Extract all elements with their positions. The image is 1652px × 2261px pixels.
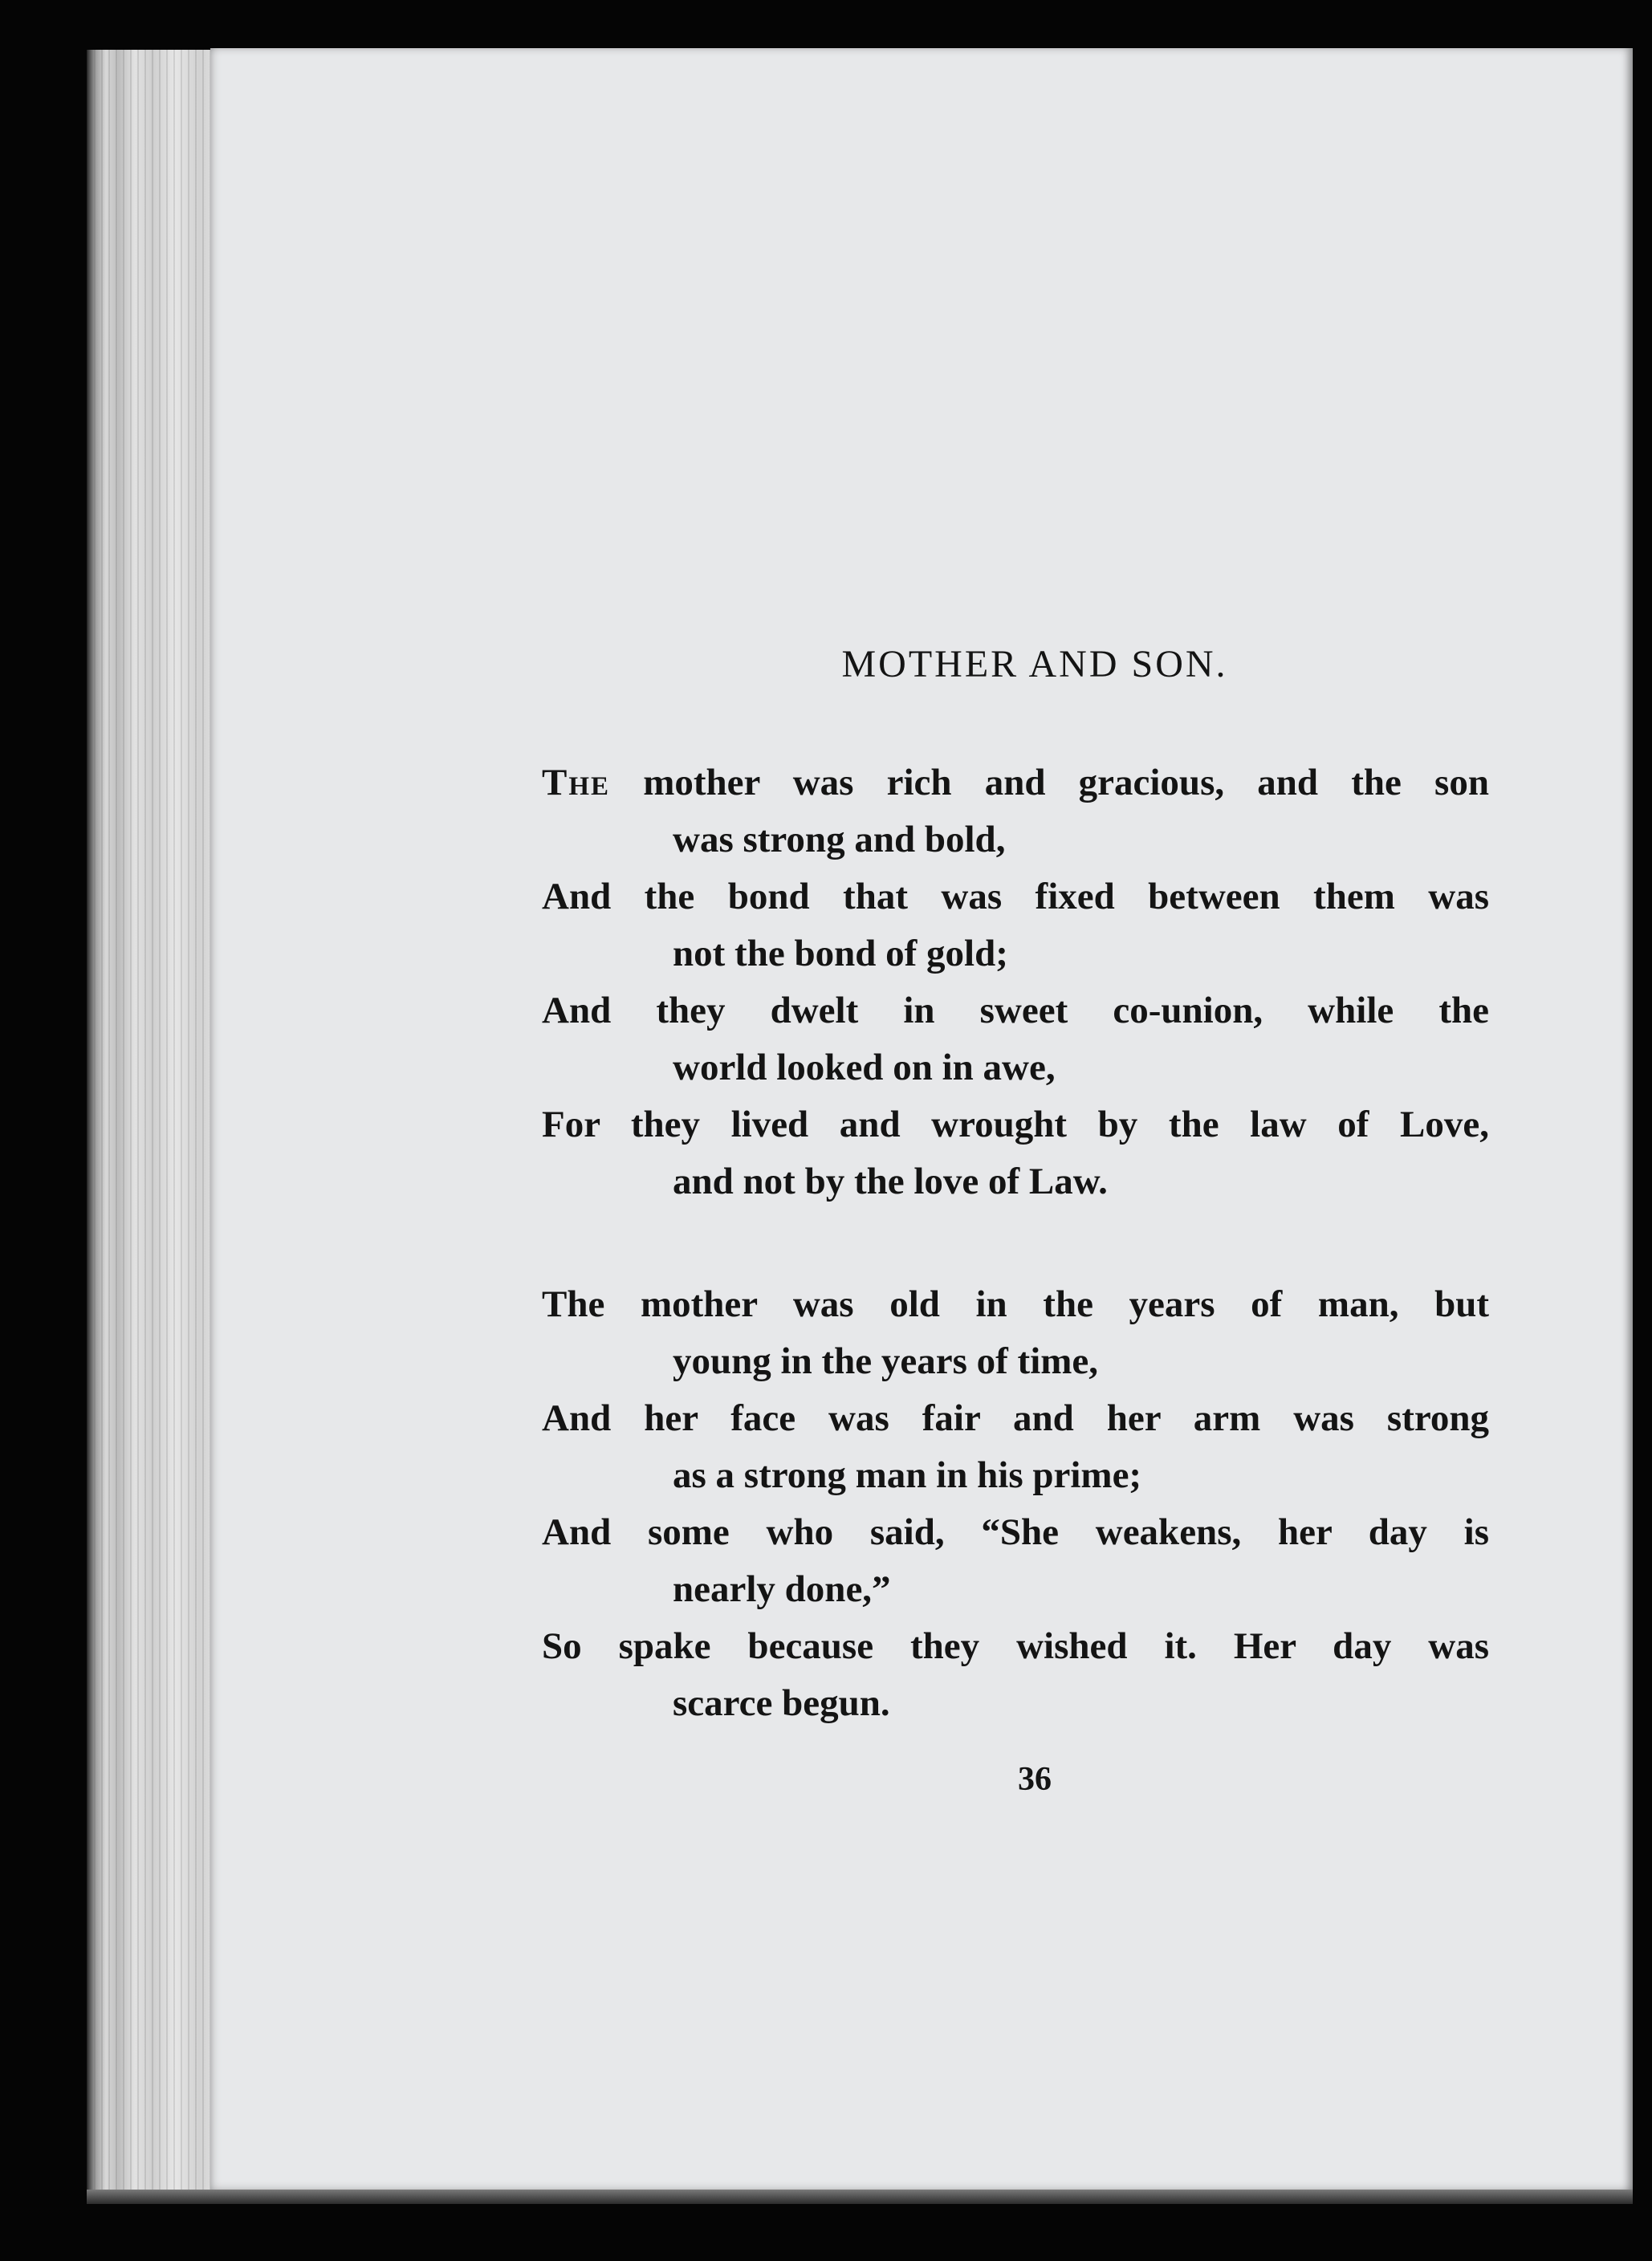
poem-title: MOTHER AND SON.: [841, 643, 1228, 685]
verse-line: For they lived and wrought by the law of Love,: [542, 1104, 1489, 1145]
page-stack-edges: [87, 50, 223, 2201]
verse-line-text: mother was rich and gracious, and the son: [610, 762, 1489, 803]
page-number: 36: [1018, 1761, 1052, 1798]
verse-line: And they dwelt in sweet co-union, while the: [542, 990, 1489, 1031]
page-bottom-edge: [87, 2190, 1633, 2204]
verse-line: young in the years of time,: [673, 1340, 1099, 1382]
verse-line: scarce begun.: [673, 1682, 890, 1724]
verse-line: And her face was fair and her arm was strong: [542, 1397, 1489, 1439]
verse-line: was strong and bold,: [673, 819, 1006, 860]
verse-line: [542, 754, 1489, 811]
verse-line: as a strong man in his prime;: [673, 1454, 1142, 1496]
verse-line: So spake because they wished it. Her day was: [542, 1625, 1489, 1667]
verse-line: not the bond of gold;: [673, 933, 1008, 974]
verse-line: nearly done,”: [673, 1568, 891, 1610]
verse-line: The mother was old in the years of man, but: [542, 1283, 1489, 1325]
verse-line: world looked on in awe,: [673, 1047, 1056, 1088]
stanza-1: [542, 754, 1489, 1210]
verse-line: And some who said, “She weakens, her day is: [542, 1511, 1489, 1553]
verse-line: And the bond that was fixed between them was: [542, 876, 1489, 917]
verse-first-word: The: [542, 762, 611, 803]
stanza-2: [542, 1276, 1489, 1732]
verse-line: and not by the love of Law.: [673, 1161, 1108, 1202]
